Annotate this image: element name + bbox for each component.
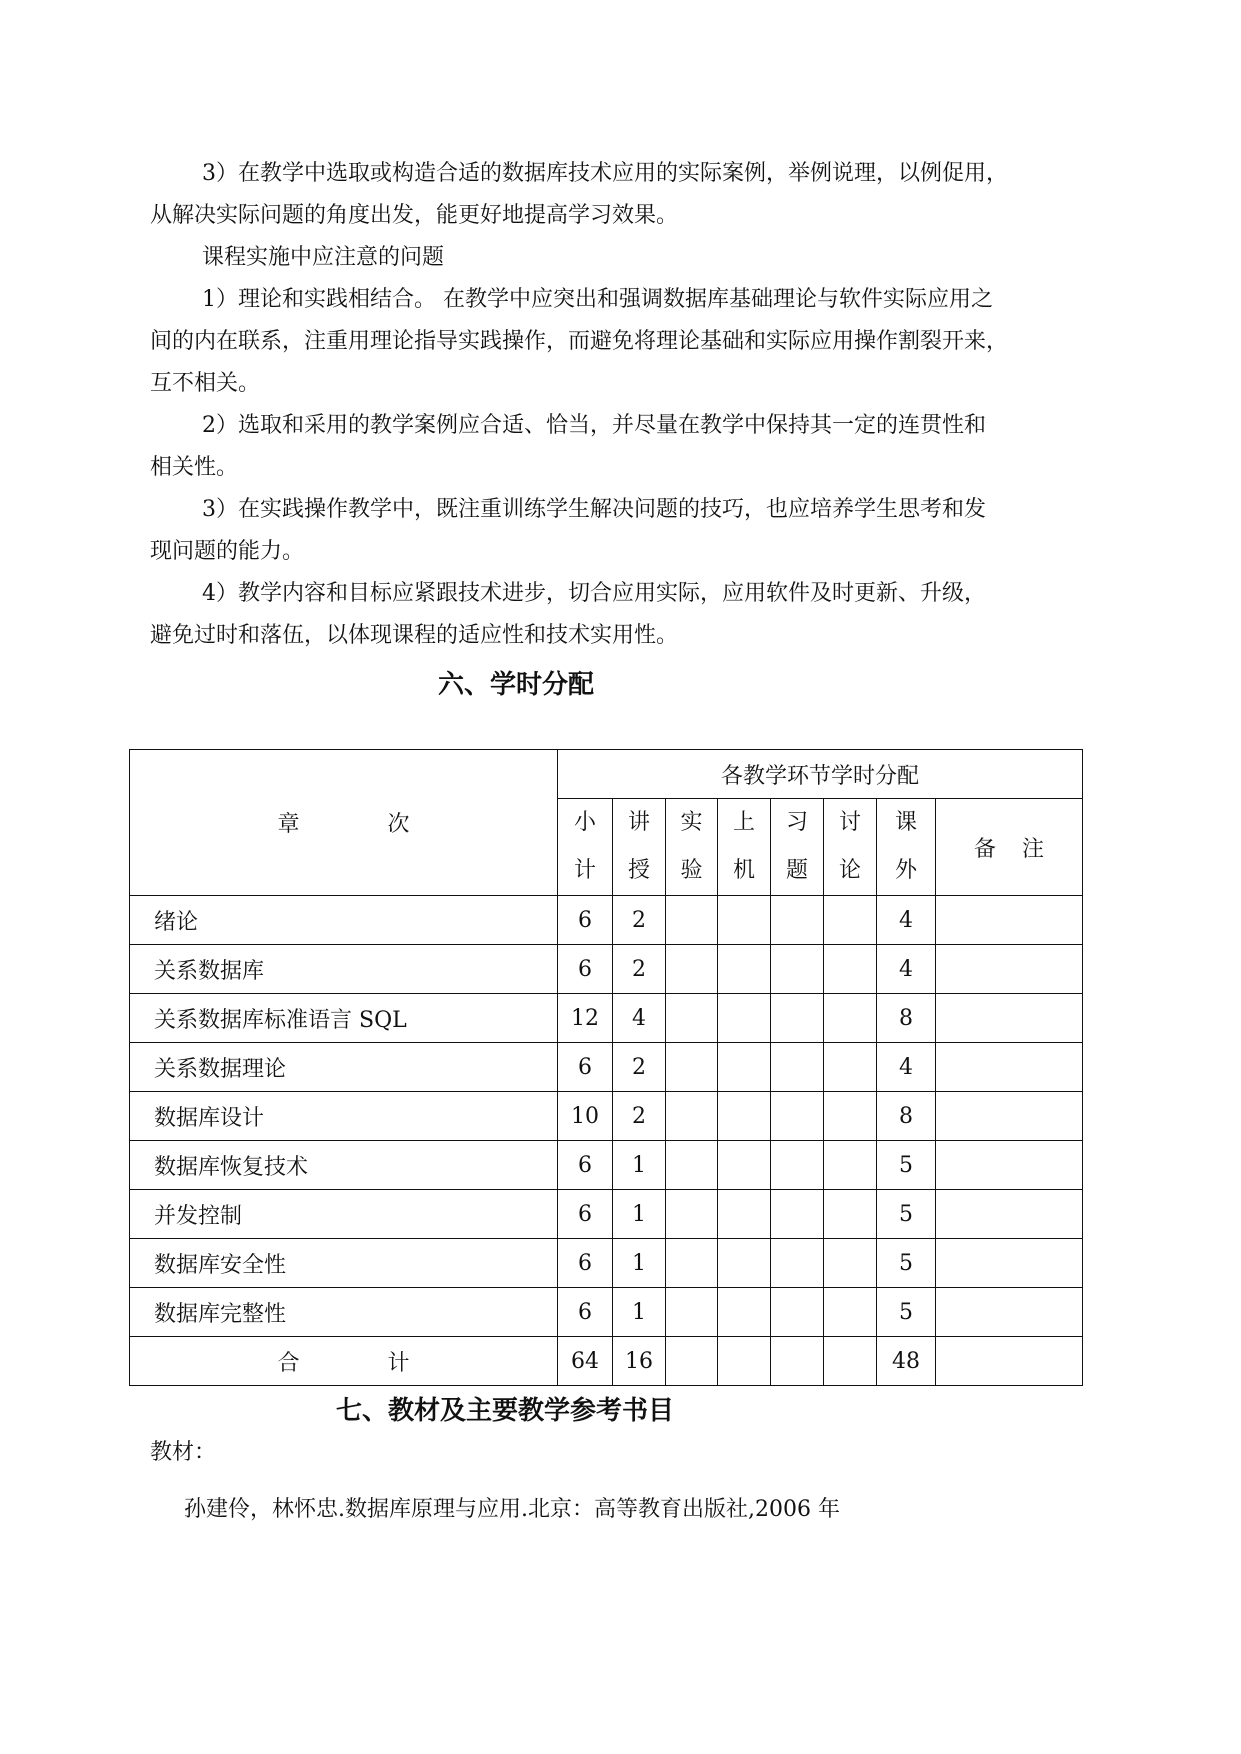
textbook-entry: 孙建伶，林怀忠.数据库原理与应用.北京：高等教育出版社,2006 年: [184, 1497, 840, 1522]
col-header-experiment: 实 验: [666, 799, 718, 896]
issues-heading: 课程实施中应注意的问题: [202, 245, 445, 270]
table-row: [130, 1043, 1083, 1092]
remarks-cell: [936, 1239, 1083, 1288]
chapter-name: 绪论: [130, 896, 558, 945]
hours-cell: 4: [613, 994, 666, 1043]
chapter-header: [130, 750, 558, 896]
hours-cell: [824, 945, 877, 994]
hours-cell: [771, 1092, 824, 1141]
total-cell: [824, 1337, 877, 1386]
table-row: [130, 945, 1083, 994]
hours-cell: [771, 896, 824, 945]
table-row: [130, 1141, 1083, 1190]
issue-1-line-3: 互不相关。: [150, 371, 261, 396]
remarks-cell: [936, 994, 1083, 1043]
chapter-name: 数据库恢复技术: [130, 1141, 558, 1190]
hours-cell: 10: [558, 1092, 613, 1141]
remarks-cell: [936, 1141, 1083, 1190]
hours-cell: 4: [877, 1043, 936, 1092]
hours-cell: 4: [877, 896, 936, 945]
issue-3-line-2: 现问题的能力。: [150, 539, 305, 564]
hours-cell: 6: [558, 896, 613, 945]
hours-cell: [718, 1288, 771, 1337]
hours-cell: [771, 1043, 824, 1092]
issue-1-line-1: 1）理论和实践相结合。 在教学中应突出和强调数据库基础理论与软件实际应用之: [202, 287, 993, 312]
hours-cell: [824, 1141, 877, 1190]
hours-cell: 4: [877, 945, 936, 994]
hours-cell: [718, 945, 771, 994]
issue-2-line-2: 相关性。: [150, 455, 239, 480]
col-header-remarks: 备 注: [936, 799, 1083, 896]
total-label: 合 计: [130, 1337, 558, 1386]
col-header-lecture: 讲 授: [613, 799, 666, 896]
issue-2-line-1: 2）选取和采用的教学案例应合适、恰当，并尽量在教学中保持其一定的连贯性和: [202, 413, 986, 438]
hours-allocation-table: [129, 749, 1083, 1386]
table-row: [130, 994, 1083, 1043]
hours-cell: [771, 945, 824, 994]
issue-4-line-2: 避免过时和落伍，以体现课程的适应性和技术实用性。: [150, 623, 679, 648]
hours-cell: [824, 1092, 877, 1141]
section-6-title: 六、学时分配: [438, 670, 595, 700]
table-row: [130, 896, 1083, 945]
hours-cell: [718, 1239, 771, 1288]
col-header-discussion: 讨 论: [824, 799, 877, 896]
issue-3-line-1: 3）在实践操作教学中，既注重训练学生解决问题的技巧，也应培养学生思考和发: [202, 497, 986, 522]
chapter-name: 关系数据库: [130, 945, 558, 994]
hours-cell: [771, 1141, 824, 1190]
total-cell: 16: [613, 1337, 666, 1386]
hours-cell: [666, 1288, 718, 1337]
total-cell: 64: [558, 1337, 613, 1386]
hours-cell: [666, 1141, 718, 1190]
col-header-extracurricular: 课 外: [877, 799, 936, 896]
intro-line-1: 3）在教学中选取或构造合适的数据库技术应用的实际案例，举例说理，以例促用，: [202, 161, 1008, 186]
chapter-name: 数据库安全性: [130, 1239, 558, 1288]
table-row: [130, 1190, 1083, 1239]
hours-cell: 8: [877, 1092, 936, 1141]
remarks-cell: [936, 896, 1083, 945]
intro-line-2: 从解决实际问题的角度出发，能更好地提高学习效果。: [150, 203, 679, 228]
table-row: [130, 1288, 1083, 1337]
hours-cell: [666, 1239, 718, 1288]
hours-cell: 5: [877, 1288, 936, 1337]
remarks-cell: [936, 1092, 1083, 1141]
hours-cell: [771, 1239, 824, 1288]
hours-cell: 5: [877, 1190, 936, 1239]
hours-cell: [666, 1043, 718, 1092]
remarks-cell: [936, 1190, 1083, 1239]
hours-cell: [718, 994, 771, 1043]
chapter-name: 数据库设计: [130, 1092, 558, 1141]
hours-cell: 6: [558, 1141, 613, 1190]
total-note: [936, 1337, 1083, 1386]
hours-cell: 2: [613, 896, 666, 945]
total-cell: [718, 1337, 771, 1386]
total-cell: [771, 1337, 824, 1386]
hours-cell: [666, 1190, 718, 1239]
issue-4-line-1: 4）教学内容和目标应紧跟技术进步，切合应用实际，应用软件及时更新、升级，: [202, 581, 986, 606]
hours-cell: 1: [613, 1288, 666, 1337]
hours-cell: [824, 994, 877, 1043]
group-header: 各教学环节学时分配: [558, 750, 1083, 799]
hours-cell: [718, 1141, 771, 1190]
hours-cell: 2: [613, 945, 666, 994]
hours-cell: 2: [613, 1092, 666, 1141]
remarks-cell: [936, 945, 1083, 994]
hours-cell: 8: [877, 994, 936, 1043]
remarks-cell: [936, 1043, 1083, 1092]
hours-cell: 5: [877, 1239, 936, 1288]
hours-cell: 2: [613, 1043, 666, 1092]
chapter-name: 关系数据库标准语言 SQL: [130, 994, 558, 1043]
hours-cell: [718, 1190, 771, 1239]
hours-cell: 6: [558, 1239, 613, 1288]
hours-cell: 12: [558, 994, 613, 1043]
textbook-label: 教材：: [150, 1440, 217, 1465]
col-header-computer: 上 机: [718, 799, 771, 896]
col-header-subtotal: 小 计: [558, 799, 613, 896]
section-7-title: 七、教材及主要教学参考书目: [336, 1396, 675, 1426]
hours-cell: 6: [558, 1190, 613, 1239]
chapter-name: 数据库完整性: [130, 1288, 558, 1337]
hours-cell: [666, 994, 718, 1043]
hours-cell: [771, 994, 824, 1043]
hours-cell: [824, 1190, 877, 1239]
total-cell: 48: [877, 1337, 936, 1386]
remarks-cell: [936, 1288, 1083, 1337]
chapter-header-char-1: 章: [277, 812, 300, 837]
hours-cell: [718, 896, 771, 945]
hours-cell: [771, 1288, 824, 1337]
hours-cell: 6: [558, 945, 613, 994]
issue-1-line-2: 间的内在联系，注重用理论指导实践操作，而避免将理论基础和实际应用操作割裂开来，: [150, 329, 1009, 354]
total-row: [130, 1337, 1083, 1386]
chapter-header-char-2: 次: [387, 812, 410, 837]
hours-cell: 1: [613, 1141, 666, 1190]
chapter-name: 并发控制: [130, 1190, 558, 1239]
hours-cell: [666, 896, 718, 945]
hours-cell: [666, 945, 718, 994]
hours-cell: 6: [558, 1288, 613, 1337]
hours-cell: [666, 1092, 718, 1141]
hours-cell: 6: [558, 1043, 613, 1092]
table-row: [130, 1092, 1083, 1141]
total-cell: [666, 1337, 718, 1386]
chapter-name: 关系数据理论: [130, 1043, 558, 1092]
col-header-exercise: 习 题: [771, 799, 824, 896]
hours-cell: 1: [613, 1190, 666, 1239]
hours-cell: [718, 1092, 771, 1141]
table-row: [130, 1239, 1083, 1288]
hours-cell: [771, 1190, 824, 1239]
hours-cell: 5: [877, 1141, 936, 1190]
hours-cell: [718, 1043, 771, 1092]
hours-cell: [824, 896, 877, 945]
hours-cell: [824, 1239, 877, 1288]
hours-cell: [824, 1288, 877, 1337]
hours-cell: 1: [613, 1239, 666, 1288]
hours-cell: [824, 1043, 877, 1092]
